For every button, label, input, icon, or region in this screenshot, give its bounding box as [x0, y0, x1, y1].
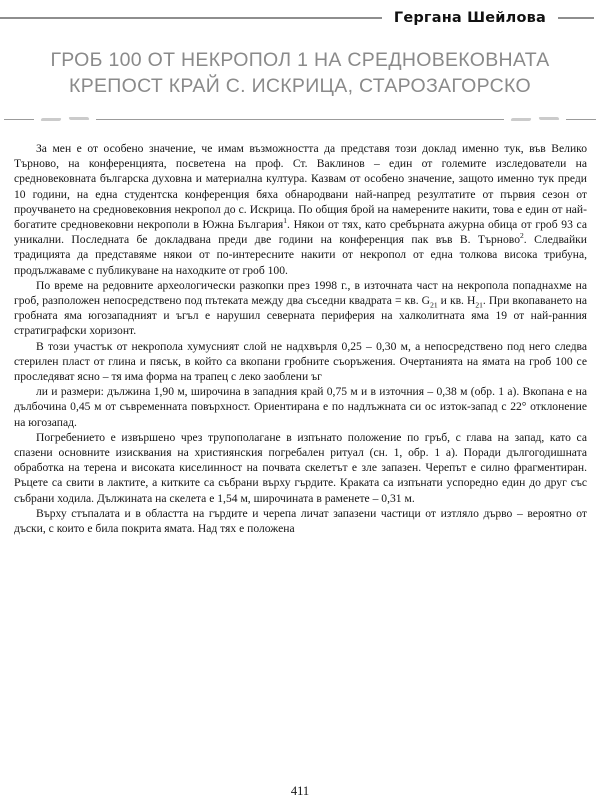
paragraph-2-text: По време на редовните археологически разкопки през 1998 г., в източната част на некропола попаднахме на гроб, разположен непосредствено под пътеката между два съседни квадрата = кв. G	[14, 278, 587, 308]
footnote-marker-1: 1	[283, 216, 288, 226]
title-line-2: КРЕПОСТ КРАЙ С. ИСКРИЦА, СТАРОЗАГОРСКО	[69, 75, 531, 97]
footnote-marker-2: 2	[520, 231, 524, 241]
document-page	[0, 9, 600, 809]
running-header	[0, 9, 600, 27]
header-rule-right	[558, 17, 594, 19]
title-line-1: ГРОБ 100 ОТ НЕКРОПОЛ 1 НА СРЕДНОВЕКОВНАТА	[50, 49, 550, 71]
quadrant-subscript-1: 21	[430, 300, 438, 310]
divider-segment-right	[566, 119, 596, 120]
paragraph-4: ли и размери: дължина 1,90 м, широчина в западния край 0,75 м и в източния – 0,38 м (обр. 1 а). Вкопана е на дълбочина 0,45 м от съвременната повърхност. Ориентирана е по надлъжната си ос изток-запад с 22° отклонение на югозапад.	[14, 385, 587, 429]
quadrant-subscript-2: 21	[475, 300, 483, 310]
ornamental-divider	[4, 113, 596, 125]
ornament-mark-left-icon	[39, 115, 91, 124]
page-number: 411	[290, 784, 310, 798]
body-text	[0, 141, 600, 536]
paragraph-3: В този участък от некропола хумусният слой не надхвърля 0,25 – 0,30 м, а непосредствено под него следва стерилен пласт от глина и пясък, в който са вкопани гробните съоръжения. Очертанията на ямата на гроб 100 се проследяват ясно – тя има форма на трапец с леко заоблени ъг	[14, 339, 587, 384]
header-author-name: Гергана Шейлова	[393, 10, 546, 26]
paragraph-1-tail-2: . Следвайки традицията да представяме някои от по-интересните накити от некропол от една толкова висока трибуна, продължаваме с публикуване на находките от гроб 100.	[14, 233, 587, 277]
page-title	[0, 47, 600, 99]
divider-segment-left	[4, 119, 34, 120]
paragraph-1-tail: . Някои от тях, като сребърната ажурна обица от гроб 93 са уникални. Последната бе докладвана преди две години на конференция пак във В. Търново	[14, 218, 587, 247]
divider-segment-center	[96, 119, 504, 120]
paragraph-6: Върху стъпалата и в областта на гърдите и черепа личат запазени частици от изтляло дърво – вероятно от дъски, с които е била покрита ямата. Над тях е положена	[14, 506, 587, 536]
paragraph-1-text: За мен е от особено значение, че имам възможността да представя този доклад именно тук, във Велико Търново, на конференцията, посветена на проф. Ст. Ваклинов – един от големите изследователи на средновековната българска духовна и материална култура. Казвам от особено значение, защото именно тук преди 10 години, на една студентска конференция бяха обнародвани най-напред резултатите от първия сезон от проучването на средновековния некропол до с. Искрица. По общия брой на намерените накити, това е един от най-богатите средновековни некрополи в Южна България	[14, 142, 587, 232]
paragraph-2	[14, 278, 587, 339]
paragraph-2-tail: . При вкопаването на гробната яма югозападният и ъгъл е нарушил северната периферия на халколитната яма 19 от най-ранния стратиграфски хоризонт.	[14, 294, 588, 338]
paragraph-1	[14, 141, 587, 278]
header-rule-left	[0, 17, 382, 19]
ornament-mark-right-icon	[509, 115, 561, 124]
paragraph-2-mid: и кв. Н	[437, 294, 476, 308]
paragraph-5: Погребението е извършено чрез трупополагане в изпънато положение по гръб, с глава на запад, като са спазени основните изисквания на християнския погребален ритуал (сн. 1, обр. 1 а). Поради дългогодишната обработка на терена и високата киселинност на почвата скелетът е зле запазен. Черепът е силно фрагментиран. Ръцете са свити в лактите, а китките са събрани върху гърдите. Краката са изпънати успоредно един до друг със събрани ходила. Дължината на скелета е 1,54 м, широчината в раменете – 0,31 м.	[14, 430, 587, 505]
